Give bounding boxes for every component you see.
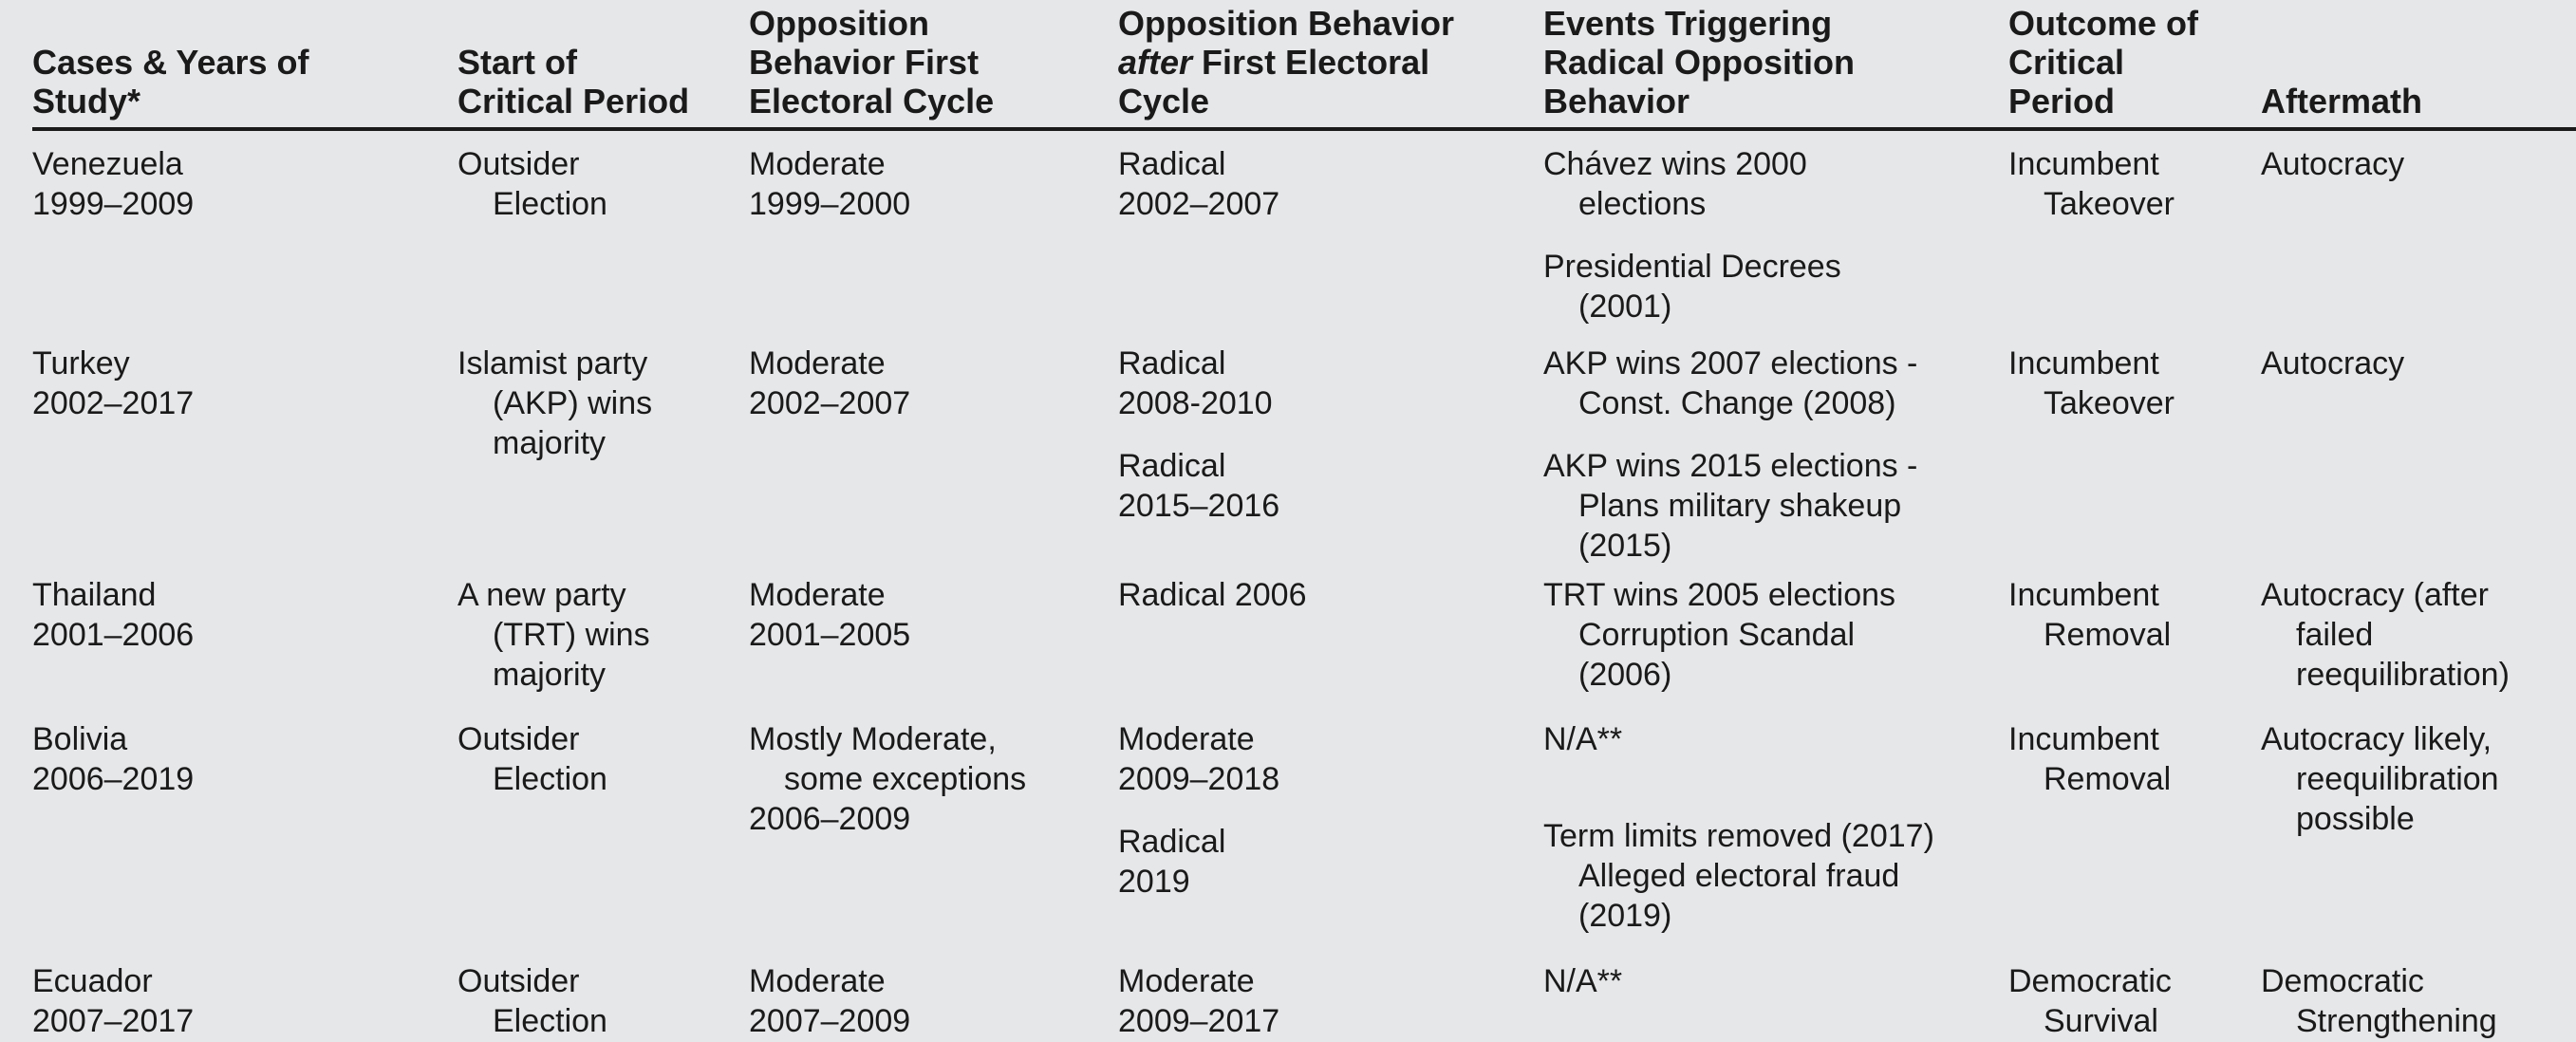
cell-outcome-line: Takeover — [2044, 186, 2175, 222]
cell-case — [32, 719, 194, 799]
header-after-cycle — [1118, 4, 1454, 121]
cell-outcome — [2008, 961, 2172, 1041]
cell-first-cycle — [749, 144, 910, 224]
cell-events-line: Plans military shakeup — [1578, 488, 1902, 524]
cell-case-line: Ecuador — [32, 963, 153, 999]
cell-start-line: Islamist party — [457, 345, 648, 381]
cell-after-cycle-line: Radical — [1118, 448, 1226, 484]
cell-start-line: (AKP) wins — [493, 385, 653, 421]
cell-after-cycle-line: 2009–2018 — [1118, 761, 1280, 797]
cell-outcome — [2008, 344, 2175, 423]
spacer — [1118, 423, 1279, 446]
cell-case — [32, 575, 194, 655]
cell-start-line: Outsider — [457, 146, 580, 182]
cell-after-cycle — [1118, 575, 1306, 615]
spacer — [1118, 799, 1279, 822]
cell-start — [457, 719, 607, 799]
cell-first-cycle-line: Moderate — [749, 345, 886, 381]
cell-after-cycle-line: Radical — [1118, 146, 1226, 182]
cell-aftermath-line: reequilibration) — [2296, 657, 2510, 693]
cell-aftermath — [2261, 719, 2499, 839]
cell-first-cycle-line: Moderate — [749, 146, 886, 182]
header-outcome: Outcome of Critical Period — [2008, 4, 2199, 121]
cell-start-line: majority — [493, 657, 607, 693]
cell-case-line: 2007–2017 — [32, 1003, 195, 1039]
cell-case — [32, 961, 194, 1041]
cell-start-line: (TRT) wins — [493, 617, 650, 653]
cell-outcome-line: Takeover — [2044, 385, 2175, 421]
cell-first-cycle-line: 2007–2009 — [749, 1003, 911, 1039]
header-events: Events Triggering Radical Opposition Behavior — [1543, 4, 1856, 121]
cell-outcome — [2008, 575, 2171, 655]
cell-events-line: Chávez wins 2000 — [1543, 146, 1807, 182]
cell-aftermath-line: Strengthening — [2296, 1003, 2497, 1039]
cell-aftermath — [2261, 575, 2510, 695]
header-after-line1: Opposition Behavior — [1118, 4, 1455, 43]
cell-case-line: Thailand — [32, 577, 157, 613]
cell-first-cycle — [749, 575, 910, 655]
cell-events-line: Const. Change (2008) — [1578, 385, 1896, 421]
table-header — [0, 0, 2576, 121]
header-cases: Cases & Years of Study* — [32, 43, 309, 121]
cell-start-line: Outsider — [457, 963, 580, 999]
cell-after-cycle-line: 2008-2010 — [1118, 385, 1273, 421]
cell-outcome-line: Removal — [2044, 617, 2172, 653]
cell-case — [32, 144, 194, 224]
header-aftermath: Aftermath — [2261, 82, 2423, 121]
cell-start-line: Election — [493, 186, 607, 222]
cell-after-cycle-line: Moderate — [1118, 963, 1255, 999]
cell-after-cycle — [1118, 961, 1279, 1041]
cell-start-line: Election — [493, 761, 607, 797]
cell-events — [1543, 961, 1622, 1001]
cell-outcome-line: Survival — [2044, 1003, 2158, 1039]
cell-first-cycle — [749, 961, 910, 1041]
cell-events-line: elections — [1578, 186, 1707, 222]
cell-outcome-line: Incumbent — [2008, 577, 2159, 613]
cell-after-cycle-line: Radical — [1118, 345, 1226, 381]
cell-first-cycle-line: Moderate — [749, 577, 886, 613]
cell-events — [1543, 344, 1917, 566]
spacer — [1543, 805, 1934, 816]
header-first-cycle: Opposition Behavior First Electoral Cycle — [749, 4, 995, 121]
cell-aftermath — [2261, 344, 2404, 383]
cell-after-cycle-line: 2019 — [1118, 864, 1190, 900]
cell-start-line: majority — [493, 425, 607, 461]
cell-events-line: Term limits removed (2017) — [1543, 818, 1934, 854]
cell-case-line: 1999–2009 — [32, 186, 195, 222]
cell-case-line: Bolivia — [32, 721, 128, 757]
cell-start — [457, 961, 607, 1041]
cell-events-line: Presidential Decrees — [1543, 249, 1841, 285]
cell-start-line: Outsider — [457, 721, 580, 757]
cell-events-line: (2001) — [1578, 288, 1672, 325]
cell-outcome — [2008, 144, 2175, 224]
cell-case-line: 2002–2017 — [32, 385, 195, 421]
cell-first-cycle-line: Mostly Moderate, — [749, 721, 997, 757]
cell-outcome — [2008, 719, 2171, 799]
cell-first-cycle-line: 1999–2000 — [749, 186, 911, 222]
header-rule — [32, 127, 2576, 131]
cell-aftermath-line: Autocracy — [2261, 146, 2405, 182]
cell-outcome-line: Incumbent — [2008, 721, 2159, 757]
header-start: Start of Critical Period — [457, 43, 690, 121]
cell-first-cycle-line: 2002–2007 — [749, 385, 911, 421]
cell-first-cycle-line: Moderate — [749, 963, 886, 999]
cell-events-line: (2006) — [1578, 657, 1672, 693]
cell-events — [1543, 719, 1934, 936]
header-after-line3: Cycle — [1118, 82, 1210, 121]
cell-events — [1543, 144, 1841, 326]
cell-start-line: A new party — [457, 577, 626, 613]
cell-events-line: (2019) — [1578, 898, 1672, 934]
cell-start — [457, 344, 652, 463]
cell-events-line: N/A** — [1543, 721, 1623, 757]
cell-first-cycle-line: some exceptions — [784, 761, 1027, 797]
cell-case-line: 2001–2006 — [32, 617, 195, 653]
cell-start — [457, 144, 607, 224]
cell-case-line: 2006–2019 — [32, 761, 195, 797]
cell-case-line: Turkey — [32, 345, 130, 381]
cell-first-cycle — [749, 344, 910, 423]
cell-first-cycle — [749, 719, 1026, 839]
cell-aftermath-line: possible — [2296, 801, 2415, 837]
cell-start-line: Election — [493, 1003, 607, 1039]
cell-after-cycle-line: 2015–2016 — [1118, 488, 1280, 524]
cell-events — [1543, 575, 1895, 695]
header-after-line2: First Electoral — [1202, 43, 1430, 82]
cell-after-cycle — [1118, 344, 1279, 526]
cell-after-cycle-line: 2009–2017 — [1118, 1003, 1280, 1039]
cell-outcome-line: Removal — [2044, 761, 2172, 797]
cell-first-cycle-line: 2006–2009 — [749, 801, 911, 837]
cell-first-cycle-line: 2001–2005 — [749, 617, 911, 653]
cell-aftermath-line: Autocracy — [2261, 345, 2405, 381]
header-after-italic: after — [1118, 43, 1193, 82]
spacer — [1543, 224, 1841, 247]
cell-events-line: TRT wins 2005 elections — [1543, 577, 1896, 613]
cell-after-cycle — [1118, 719, 1279, 902]
cell-aftermath — [2261, 144, 2404, 184]
cell-outcome-line: Incumbent — [2008, 146, 2159, 182]
cell-aftermath-line: failed — [2296, 617, 2374, 653]
cell-events-line: (2015) — [1578, 528, 1672, 564]
cell-after-cycle-line: Radical 2006 — [1118, 577, 1307, 613]
cell-events-line: Corruption Scandal — [1578, 617, 1856, 653]
spacer — [1543, 782, 1934, 805]
cell-aftermath-line: Democratic — [2261, 963, 2424, 999]
cell-outcome-line: Incumbent — [2008, 345, 2159, 381]
cell-case-line: Venezuela — [32, 146, 183, 182]
cell-aftermath-line: Autocracy (after — [2261, 577, 2489, 613]
cell-aftermath — [2261, 961, 2497, 1041]
cell-events-line: AKP wins 2007 elections - — [1543, 345, 1918, 381]
cell-events-line: AKP wins 2015 elections - — [1543, 448, 1918, 484]
cell-events-line: N/A** — [1543, 963, 1623, 999]
cell-after-cycle-line: Moderate — [1118, 721, 1255, 757]
spacer — [1543, 423, 1917, 446]
cell-aftermath-line: Autocracy likely, — [2261, 721, 2492, 757]
cell-after-cycle-line: Radical — [1118, 824, 1226, 860]
cell-aftermath-line: reequilibration — [2296, 761, 2499, 797]
cell-start — [457, 575, 650, 695]
cell-after-cycle-line: 2002–2007 — [1118, 186, 1280, 222]
cell-outcome-line: Democratic — [2008, 963, 2172, 999]
cell-case — [32, 344, 194, 423]
spacer — [1543, 759, 1934, 782]
cell-events-line: Alleged electoral fraud — [1578, 858, 1900, 894]
cell-after-cycle — [1118, 144, 1279, 224]
